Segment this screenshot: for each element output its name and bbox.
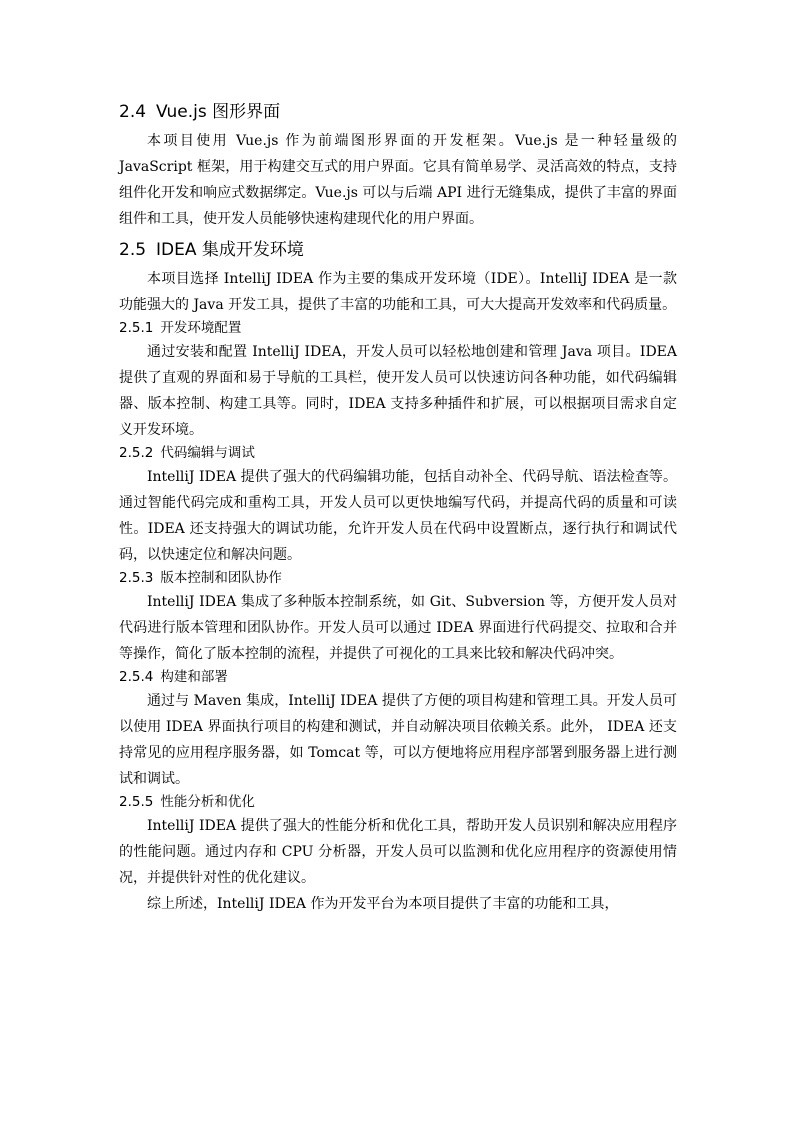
subsection-title: 性能分析和优化 <box>160 794 255 810</box>
closing-paragraph: 综上所述，IntelliJ IDEA 作为开发平台为本项目提供了丰富的功能和工具， <box>147 896 619 912</box>
subsection-heading-2-5-5 <box>119 792 677 812</box>
subsection-number: 2.5.4 <box>119 669 154 685</box>
subsection-number: 2.5.5 <box>119 794 154 810</box>
subsection-title: 代码编辑与调试 <box>160 445 255 461</box>
section-heading-2-5 <box>119 238 677 262</box>
subsection-paragraph: 通过安装和配置 IntelliJ IDEA，开发人员可以轻松地创建和管理 Java 项目。IDEA 提供了直观的界面和易于导航的工具栏，使开发人员可以快速访问各种功能，如代码编辑器、版本控制、构建工具等。同时，IDEA 支持多种插件和扩展，可以根据项目需求自定义开发环境。 <box>119 344 677 438</box>
section-paragraph: 本项目选择 IntelliJ IDEA 作为主要的集成开发环境（IDE）。IntelliJ IDEA 是一款功能强大的 Java 开发工具，提供了丰富的功能和工具，可大大提高开发效率和代码质量。 <box>119 271 677 313</box>
subsection-title: 版本控制和团队协作 <box>160 570 282 586</box>
section-number: 2.4 <box>119 102 147 122</box>
subsection-heading-2-5-2 <box>119 443 677 463</box>
subsection-paragraph: 通过与 Maven 集成，IntelliJ IDEA 提供了方便的项目构建和管理工具。开发人员可以使用 IDEA 界面执行项目的构建和测试，并自动解决项目依赖关系。此外， IDEA 还支持常见的应用程序服务器，如 Tomcat 等，可以方便地将应用程序部署到服务器上进行测试和调试。 <box>119 693 677 787</box>
subsection-title: 开发环境配置 <box>160 320 242 336</box>
subsection-number: 2.5.1 <box>119 320 154 336</box>
subsection-title: 构建和部署 <box>160 669 228 685</box>
subsection-paragraph: IntelliJ IDEA 提供了强大的性能分析和优化工具，帮助开发人员识别和解决应用程序的性能问题。通过内存和 CPU 分析器，开发人员可以监测和优化应用程序的资源使用情况，并提供针对性的优化建议。 <box>119 818 677 886</box>
section-paragraph: 本项目使用 Vue.js 作为前端图形界面的开发框架。Vue.js 是一种轻量级的 JavaScript 框架，用于构建交互式的用户界面。它具有简单易学、灵活高效的特点，支持组件化开发和响应式数据绑定。Vue.js 可以与后端 API 进行无缝集成，提供了丰富的界面组件和工具，使开发人员能够快速构建现代化的用户界面。 <box>119 133 677 227</box>
subsection-number: 2.5.3 <box>119 570 154 586</box>
section-title: IDEA 集成开发环境 <box>156 240 304 260</box>
subsection-heading-2-5-1 <box>119 318 677 338</box>
section-number: 2.5 <box>119 240 147 260</box>
subsection-heading-2-5-4 <box>119 667 677 687</box>
section-title: Vue.js 图形界面 <box>156 102 281 122</box>
subsection-paragraph: IntelliJ IDEA 提供了强大的代码编辑功能，包括自动补全、代码导航、语法检查等。通过智能代码完成和重构工具，开发人员可以更快地编写代码，并提高代码的质量和可读性。IDEA 还支持强大的调试功能，允许开发人员在代码中设置断点，逐行执行和调试代码，以快速定位和解决问题。 <box>119 469 677 563</box>
page-content <box>119 100 677 917</box>
subsection-heading-2-5-3 <box>119 568 677 588</box>
subsection-paragraph: IntelliJ IDEA 集成了多种版本控制系统，如 Git、Subversion 等，方便开发人员对代码进行版本管理和团队协作。开发人员可以通过 IDEA 界面进行代码提交、拉取和合并等操作，简化了版本控制的流程，并提供了可视化的工具来比较和解决代码冲突。 <box>119 594 677 662</box>
subsection-number: 2.5.2 <box>119 445 154 461</box>
section-heading-2-4 <box>119 100 677 124</box>
